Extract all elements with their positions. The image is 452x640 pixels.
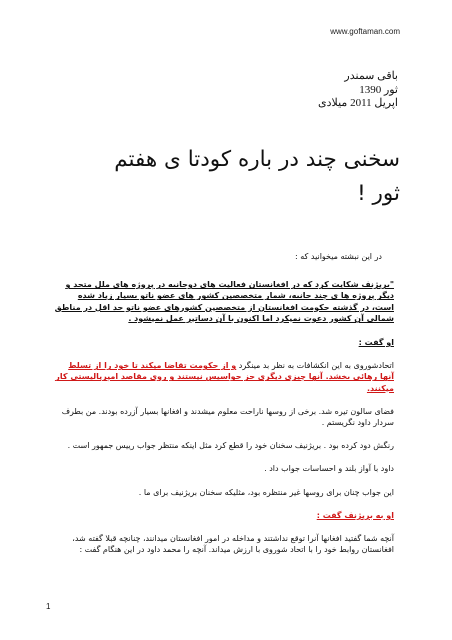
- paragraph-2: فضای سالون تیره شد. برخی از روسها ناراحت معلوم میشدند و افغانها بسیار آزرده بودند. من بطرف سردار داود نگریستم .: [61, 406, 394, 428]
- title-line-1: سخنی چند در باره کودتا ی هفتم: [114, 147, 400, 172]
- title-line-2: ثور !: [357, 181, 400, 206]
- paragraph-1-text: اتحادشوروی به این انکشافات به نظر بد مینگرد: [236, 361, 394, 371]
- date-solar: ثور 1390: [359, 83, 398, 96]
- author-name: باقی سمندر: [344, 70, 398, 82]
- paragraph-6: آنچه شما گفتید افغانها آنرا توقع نداشتند و مداخله در امور افغانستان میدانند، چنانچه قبلا گفته شد، افغانستان روابط خود را با اتحاد شوروی با ارزش میداند. آنچه را محمد داود در این هنگام گفت :: [72, 534, 394, 555]
- paragraph-1-highlight: و از حکومت تقاضا میکند تا خود را از تسلط آنها رهائی بخشد. آنها چیزی دیگری جز جواسیس نیستند و روی مقاصد امپریالیستی کار میکنند.: [55, 361, 394, 393]
- paragraph-3: رنگش دود کرده بود . بریژنیف سخنان خود را قطع کرد مثل اینکه منتظر جواب رییس جمهور است .: [67, 441, 394, 451]
- intro-line: در این نبشته میخوانید که :: [294, 252, 382, 261]
- quote-paragraph: "بریژنف شکایت کرد که در افغانستان فعالیت های دوجانبه در پروژه های ملل متحد و دیگر پروژه ها ی چند جانبه، شمار متخصصین کشور های عضو ناتو بسیار زیاد شده است، در گذشته حکومت افغانستان از متخصصین کشورهای عضو ناتو حد اقل در مناطق شمالی آن کشور دعوت نمیکرد اما اکنون با آن دساتیر عمل نمیشود .: [54, 280, 394, 323]
- site-url: www.goftaman.com: [330, 27, 400, 36]
- page-number: 1: [46, 602, 51, 611]
- article-meta: [318, 70, 398, 111]
- he-said-heading-2: او به بریژنف گفت :: [316, 510, 394, 520]
- article-title: [40, 143, 400, 211]
- date-gregorian: اپریل 2011 میلادی: [318, 97, 398, 109]
- he-said-heading-1: او گفت :: [358, 338, 394, 348]
- paragraph-1: [54, 360, 394, 394]
- article-body: [54, 251, 394, 567]
- paragraph-4: داود با آواز بلند و احساسات جواب داد .: [264, 464, 394, 474]
- paragraph-5: این جواب چنان برای روسها غیر منتظره بود، مثلیکه سخنان بریژنیف برای ما .: [138, 487, 394, 497]
